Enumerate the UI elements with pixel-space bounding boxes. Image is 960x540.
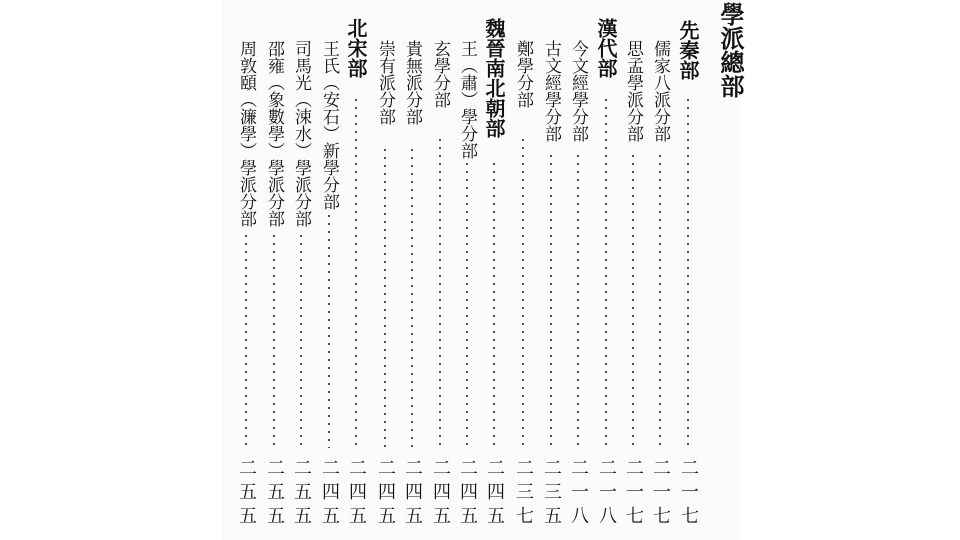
dot-leader <box>605 96 607 448</box>
page-number: 二四五 <box>319 458 340 530</box>
toc-entry <box>539 0 563 540</box>
entry-label: 先秦部 <box>676 20 700 80</box>
dot-leader <box>550 152 552 448</box>
toc-entry <box>594 0 618 540</box>
section-title: 學派總部 <box>716 2 744 98</box>
dot-leader <box>659 152 661 448</box>
toc-entry <box>455 0 479 540</box>
page-number: 二四五 <box>375 458 396 530</box>
toc-entry <box>566 0 590 540</box>
toc-entry <box>262 0 286 540</box>
dot-leader <box>300 232 302 448</box>
dot-leader <box>687 96 689 448</box>
toc-entry <box>400 0 424 540</box>
page-number: 二五五 <box>236 458 257 530</box>
dot-leader <box>384 146 386 448</box>
entry-label: 司馬光︵涑水︶學派分部 <box>291 40 311 227</box>
entry-label: 今文經學分部 <box>568 40 588 142</box>
page-number: 二三七 <box>513 458 534 530</box>
entry-label: 邵雍︵象數學︶學派分部 <box>264 40 284 227</box>
dot-leader <box>328 212 330 448</box>
page-number: 二一七 <box>678 458 699 530</box>
toc-entry <box>511 0 535 540</box>
page-number: 二四五 <box>402 458 423 530</box>
dot-leader <box>273 232 275 448</box>
toc-entry <box>621 0 645 540</box>
toc-entry <box>648 0 672 540</box>
page-number: 二一八 <box>596 458 617 530</box>
entry-label: 北宋部 <box>344 18 368 78</box>
entry-label: 周敦頤︵濂學︶學派分部 <box>236 40 256 227</box>
page-number: 二五五 <box>291 458 312 530</box>
dot-leader <box>493 160 495 448</box>
dot-leader <box>466 160 468 448</box>
entry-label: 思孟學派分部 <box>623 40 643 142</box>
dot-leader <box>411 146 413 448</box>
entry-label: 漢代部 <box>594 18 618 78</box>
dot-leader <box>522 136 524 448</box>
dot-leader <box>355 96 357 448</box>
entry-label: 玄學分部 <box>430 40 450 108</box>
page-number: 二四五 <box>484 458 505 530</box>
toc-entry <box>234 0 258 540</box>
entry-label: 鄭學分部 <box>513 40 533 108</box>
dot-leader <box>632 152 634 448</box>
toc-title-column <box>718 0 742 540</box>
page-number: 二一七 <box>623 458 644 530</box>
page-number: 二一八 <box>568 458 589 530</box>
toc-entry <box>317 0 341 540</box>
entry-label: 儒家八派分部 <box>650 40 670 142</box>
entry-label: 崇有派分部 <box>375 40 395 125</box>
page-number: 二一七 <box>650 458 671 530</box>
toc-entry <box>373 0 397 540</box>
entry-label: 魏晉南北朝部 <box>482 18 506 138</box>
dot-leader <box>245 232 247 448</box>
page-number: 二四五 <box>346 458 367 530</box>
toc-entry <box>344 0 368 540</box>
toc-entry <box>482 0 506 540</box>
toc-entry <box>676 0 700 540</box>
page-number: 二五五 <box>264 458 285 530</box>
toc-entry <box>428 0 452 540</box>
entry-label: 王︵肅︶學分部 <box>457 40 477 159</box>
entry-label: 貴無派分部 <box>402 40 422 125</box>
page-number: 二四五 <box>457 458 478 530</box>
dot-leader <box>577 152 579 448</box>
toc-entry <box>289 0 313 540</box>
page-number: 二四五 <box>430 458 451 530</box>
entry-label: 王氏︵安石︶新學分部 <box>319 40 339 210</box>
page-number: 二三五 <box>541 458 562 530</box>
dot-leader <box>439 136 441 448</box>
entry-label: 古文經學分部 <box>541 40 561 142</box>
